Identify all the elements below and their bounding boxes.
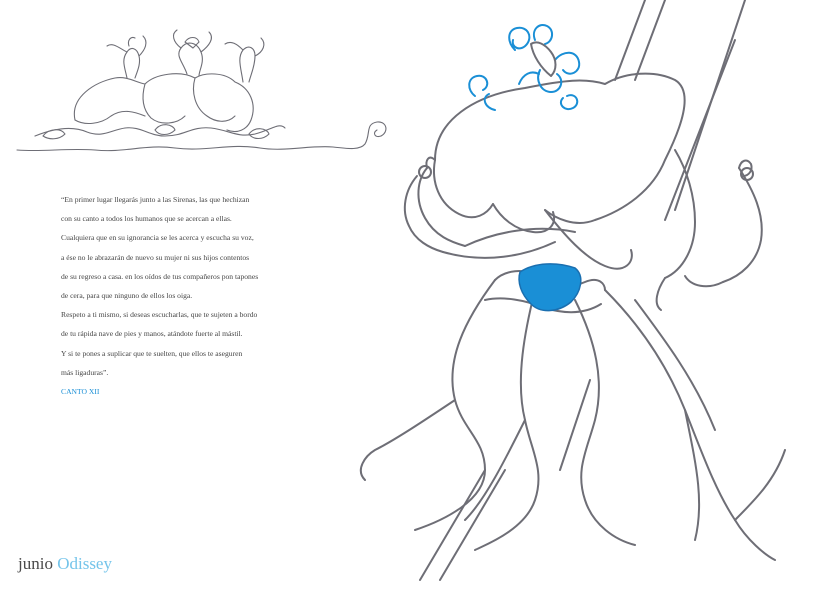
quote-line: “En primer lugar llegarás junto a las Sirenas, las que hechizan [61,195,250,204]
quote-line: de tu rápida nave de pies y manos, atándote fuerte al mástil. [61,329,243,339]
quote-line: de su regreso a casa. en los oídos de tus compañeros pon tapones [61,271,259,281]
quote-line: más ligaduras”. [61,367,109,377]
month-label: junio [18,554,53,573]
canto-reference: CANTO XII [61,387,100,397]
quote-line: Cualquiera que en su ignorancia se les acerca y escucha su voz, [61,233,254,243]
odysseus-mast-illustration [335,0,822,595]
quote-line: de cera, para que ninguno de ellos los oiga. [61,291,193,301]
quote-block [61,190,361,401]
quote-line: Y si te pones a suplicar que te suelten, que ellos te aseguren [61,348,243,358]
calendar-label [18,554,112,574]
quote-line: a ése no le abrazarán de nuevo su mujer ni sus hijos contentos [61,252,250,262]
quote-line: Respeto a ti mismo, si deseas escucharlas, que te sujeten a bordo [61,310,258,320]
quote-line: con su canto a todos los humanos que se acercan a ellas. [61,214,232,224]
brand-label: Odissey [57,554,112,573]
